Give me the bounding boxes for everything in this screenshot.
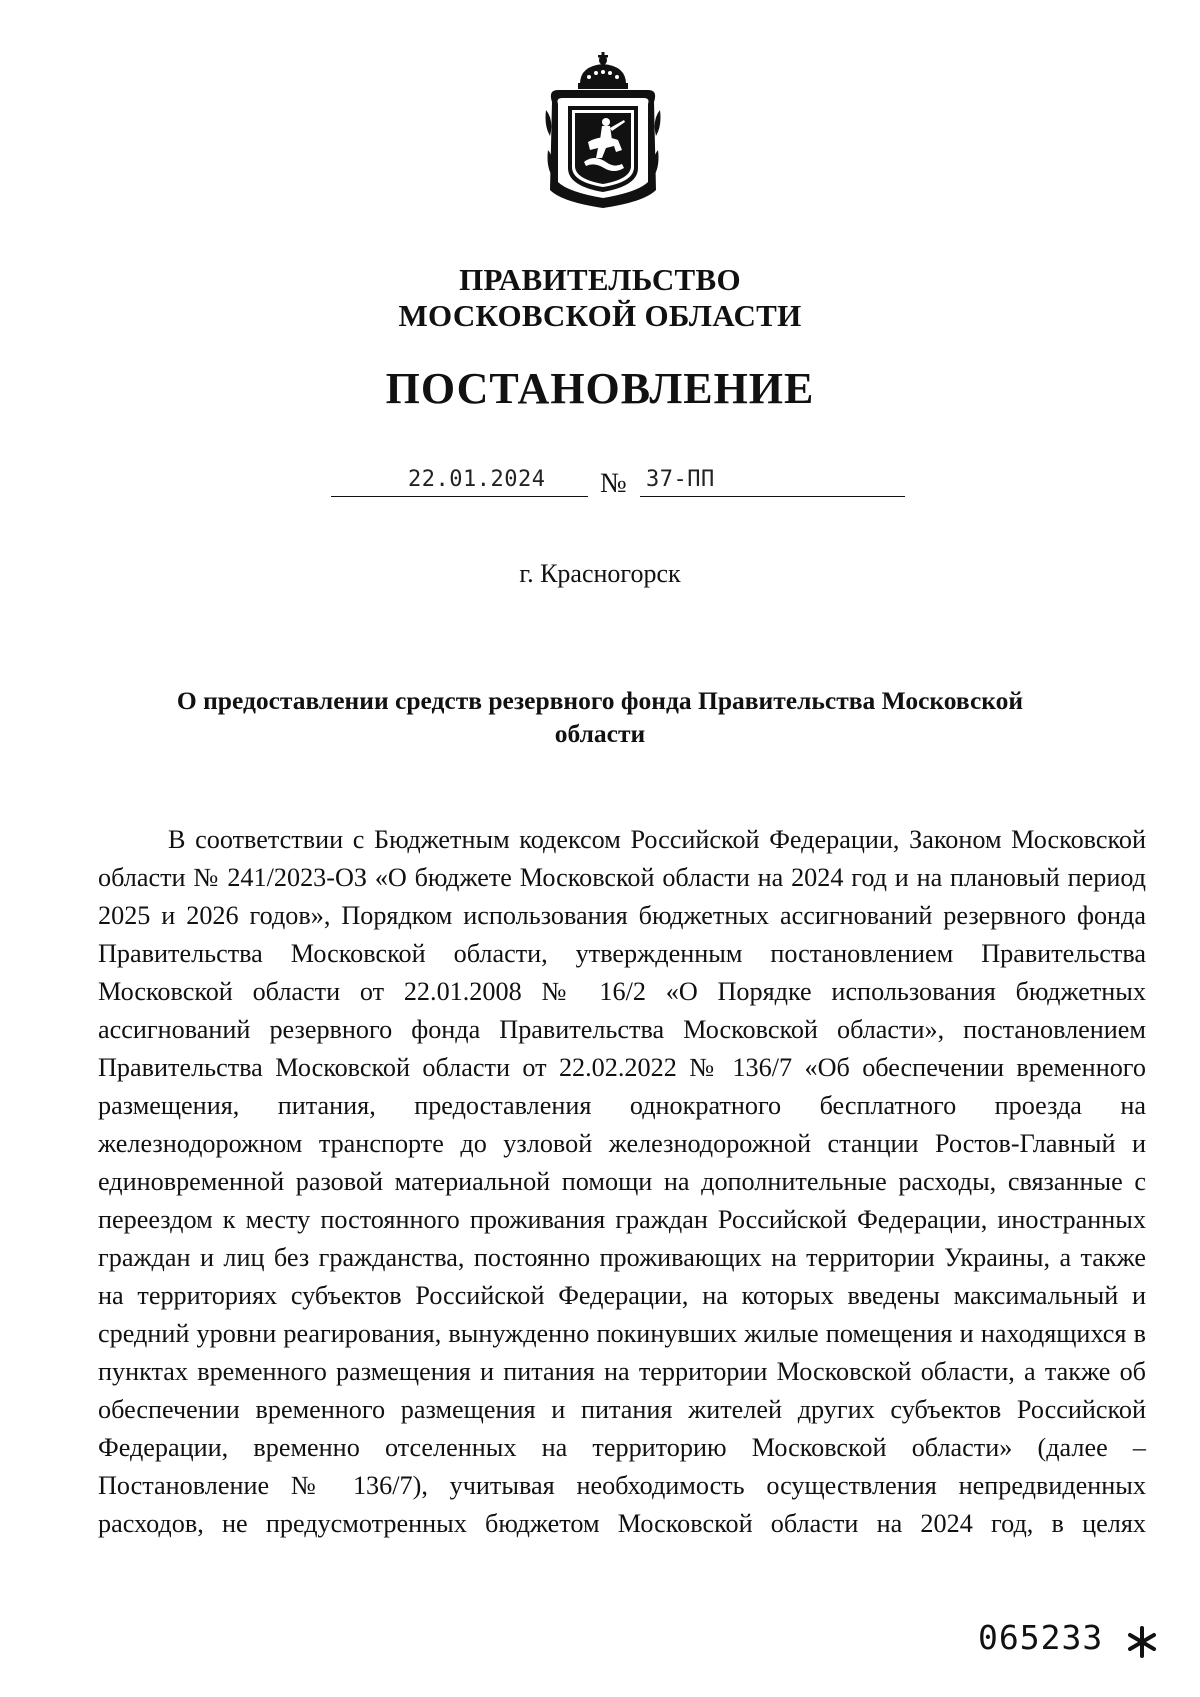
registration-date: 22.01.2024 — [408, 467, 546, 492]
organization-name-line2: МОСКОВСКОЙ ОБЛАСТИ — [398, 298, 802, 333]
document-type-heading: ПОСТАНОВЛЕНИЕ — [385, 364, 815, 413]
organization-name-line1: ПРАВИТЕЛЬСТВО — [459, 262, 741, 297]
coat-of-arms-icon — [544, 50, 662, 212]
registration-number: 37-ПП — [646, 467, 715, 492]
number-sign: № — [600, 468, 627, 499]
serial-number: 065233 — [978, 1618, 1104, 1657]
asterisk-icon — [1124, 1624, 1160, 1660]
body-paragraph: В соответствии с Бюджетным кодексом Российской Федерации, Законом Московской области № 241/2023-ОЗ «О бюджете Московской области на 2024 год и на плановый период 2025 и 2026 годов», Порядком использования бюджетных ассигнований резервного фонда Правительства Московской области, утвержденным постановлением Правительства Московской области от 22.01.2008 № 16/2 «О Порядке использования бюджетных ассигнований резервного фонда Правительства Московской области», постановлением Правительства Московской области от 22.02.2022 № 136/7 «Об обеспечении временного размещения, питания, предоставления однократного бесплатного проезда на железнодорожном транспорте до узловой железнодорожной станции Ростов-Главный и единовременной разовой материальной помощи на дополнительные расходы, связанные с переездом к месту постоянного проживания граждан Российской Федерации, иностранных граждан и лиц без гражданства, постоянно проживающих на территории Украины, а также на территориях субъектов Российской Федерации, на которых введены максимальный и средний уровни реагирования, вынужденно покинувших жилые помещения и находящихся в пунктах временного размещения и питания на территории Московской области, а также об обеспечении временного размещения и питания жителей других субъектов Российской Федерации, временно отселенных на территорию Московской области» (далее – Постановление № 136/7), учитывая необходимость осуществления непредвиденных расходов, не предусмотренных бюджетом Московской области на 2024 год, в целях — [98, 825, 1146, 1538]
document-title: О предоставлении средств резервного фонда Правительства Московской области — [176, 686, 1024, 748]
issue-city: г. Красногорск — [519, 559, 681, 588]
